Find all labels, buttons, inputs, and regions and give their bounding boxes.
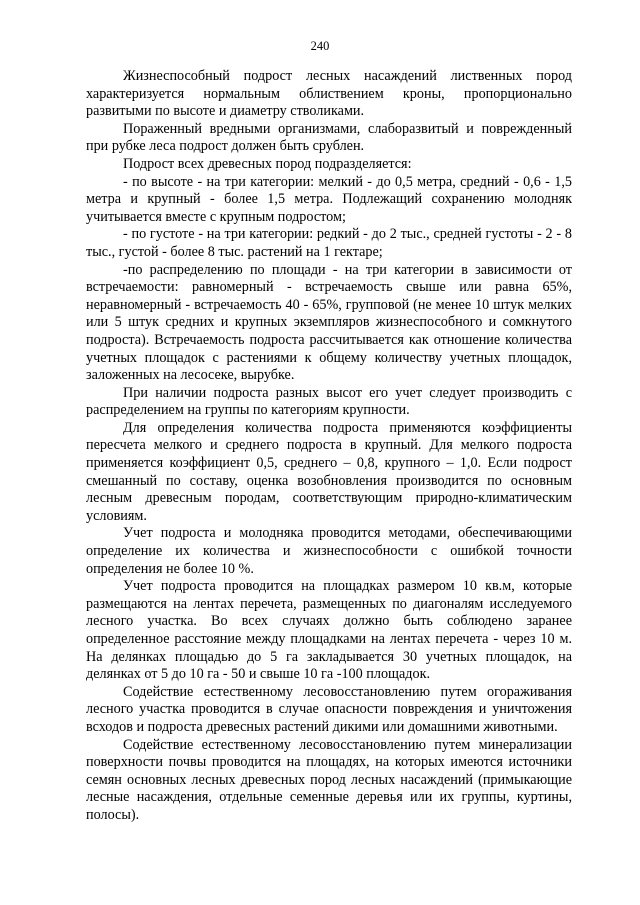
document-body [86, 68, 572, 825]
paragraph-by-height: - по высоте - на три категории: мелкий - до 0,5 метра, средний - 0,6 - 1,5 метра и крупный - более 1,5 метра. Подлежащий сохранению молодняк учитывается вместе с крупным подростом; [86, 173, 572, 225]
paragraph-sample-plots: Учет подроста проводится на площадках размером 10 кв.м, которые размещаются на лентах перечета, размещенных по диагоналям исследуемого лесного участка. Во всех случаях должно быть соблюдено заранее определенное расстояние между площадками на лентах перечета - через 10 м. На делянках площадью до 5 га закладывается 30 учетных площадок, на делянках от 5 до 10 га - 50 и свыше 10 га -100 площадок. [86, 578, 572, 683]
paragraph-conversion-coefficients: Для определения количества подроста применяются коэффициенты пересчета мелкого и среднего подроста в крупный. Для мелкого подроста применяется коэффициент 0,5, среднего – 0,8, крупного – 1,0. Если подрост смешанный по составу, оценка возобновления производится по основным лесным древесным породам, соответствующим природно-климатическим условиям. [86, 419, 572, 524]
paragraph-damaged-undergrowth: Пораженный вредными организмами, слаборазвитый и поврежденный при рубке леса подрост должен быть срублен. [86, 120, 572, 155]
paragraph-soil-mineralization: Содействие естественному лесовосстановлению путем минерализации поверхности почвы проводится на площадях, на которых имеются источники семян основных лесных древесных пород лесных насаждений (примыкающие лесные насаждения, отдельные семенные деревья или их группы, куртины, полосы). [86, 736, 572, 823]
paragraph-height-groups: При наличии подроста разных высот его учет следует производить с распределением на группы по категориям крупности. [86, 384, 572, 419]
paragraph-accounting-methods: Учет подроста и молодняка проводится методами, обеспечивающими определение их количества и жизнеспособности с ошибкой точности определения не более 10 %. [86, 525, 572, 577]
paragraph-by-distribution: -по распределению по площади - на три категории в зависимости от встречаемости: равномерный - встречаемость свыше или равна 65%, неравномерный - встречаемость 40 - 65%, групповой (не менее 10 штук мелких или 5 штук средних и крупных экземпляров жизнеспособного и сомкнутого подроста). Встречаемость подроста рассчитывается как отношение количества учетных площадок с растениями к общему количеству учетных площадок, заложенных на лесосеке, вырубке. [86, 261, 572, 384]
paragraph-classification-intro: Подрост всех древесных пород подразделяется: [123, 155, 412, 172]
paragraph-fencing: Содействие естественному лесовосстановлению путем огораживания лесного участка проводится в случае опасности повреждения и уничтожения всходов и подроста древесных растений дикими или домашними животными. [86, 683, 572, 735]
paragraph-viable-undergrowth: Жизнеспособный подрост лесных насаждений лиственных пород характеризуется нормальным облиствением кроны, пропорционально развитыми по высоте и диаметру стволиками. [86, 68, 572, 120]
paragraph-by-density: - по густоте - на три категории: редкий - до 2 тыс., средней густоты - 2 - 8 тыс., густой - более 8 тыс. растений на 1 гектаре; [86, 226, 572, 260]
page-number: 240 [310, 39, 330, 53]
